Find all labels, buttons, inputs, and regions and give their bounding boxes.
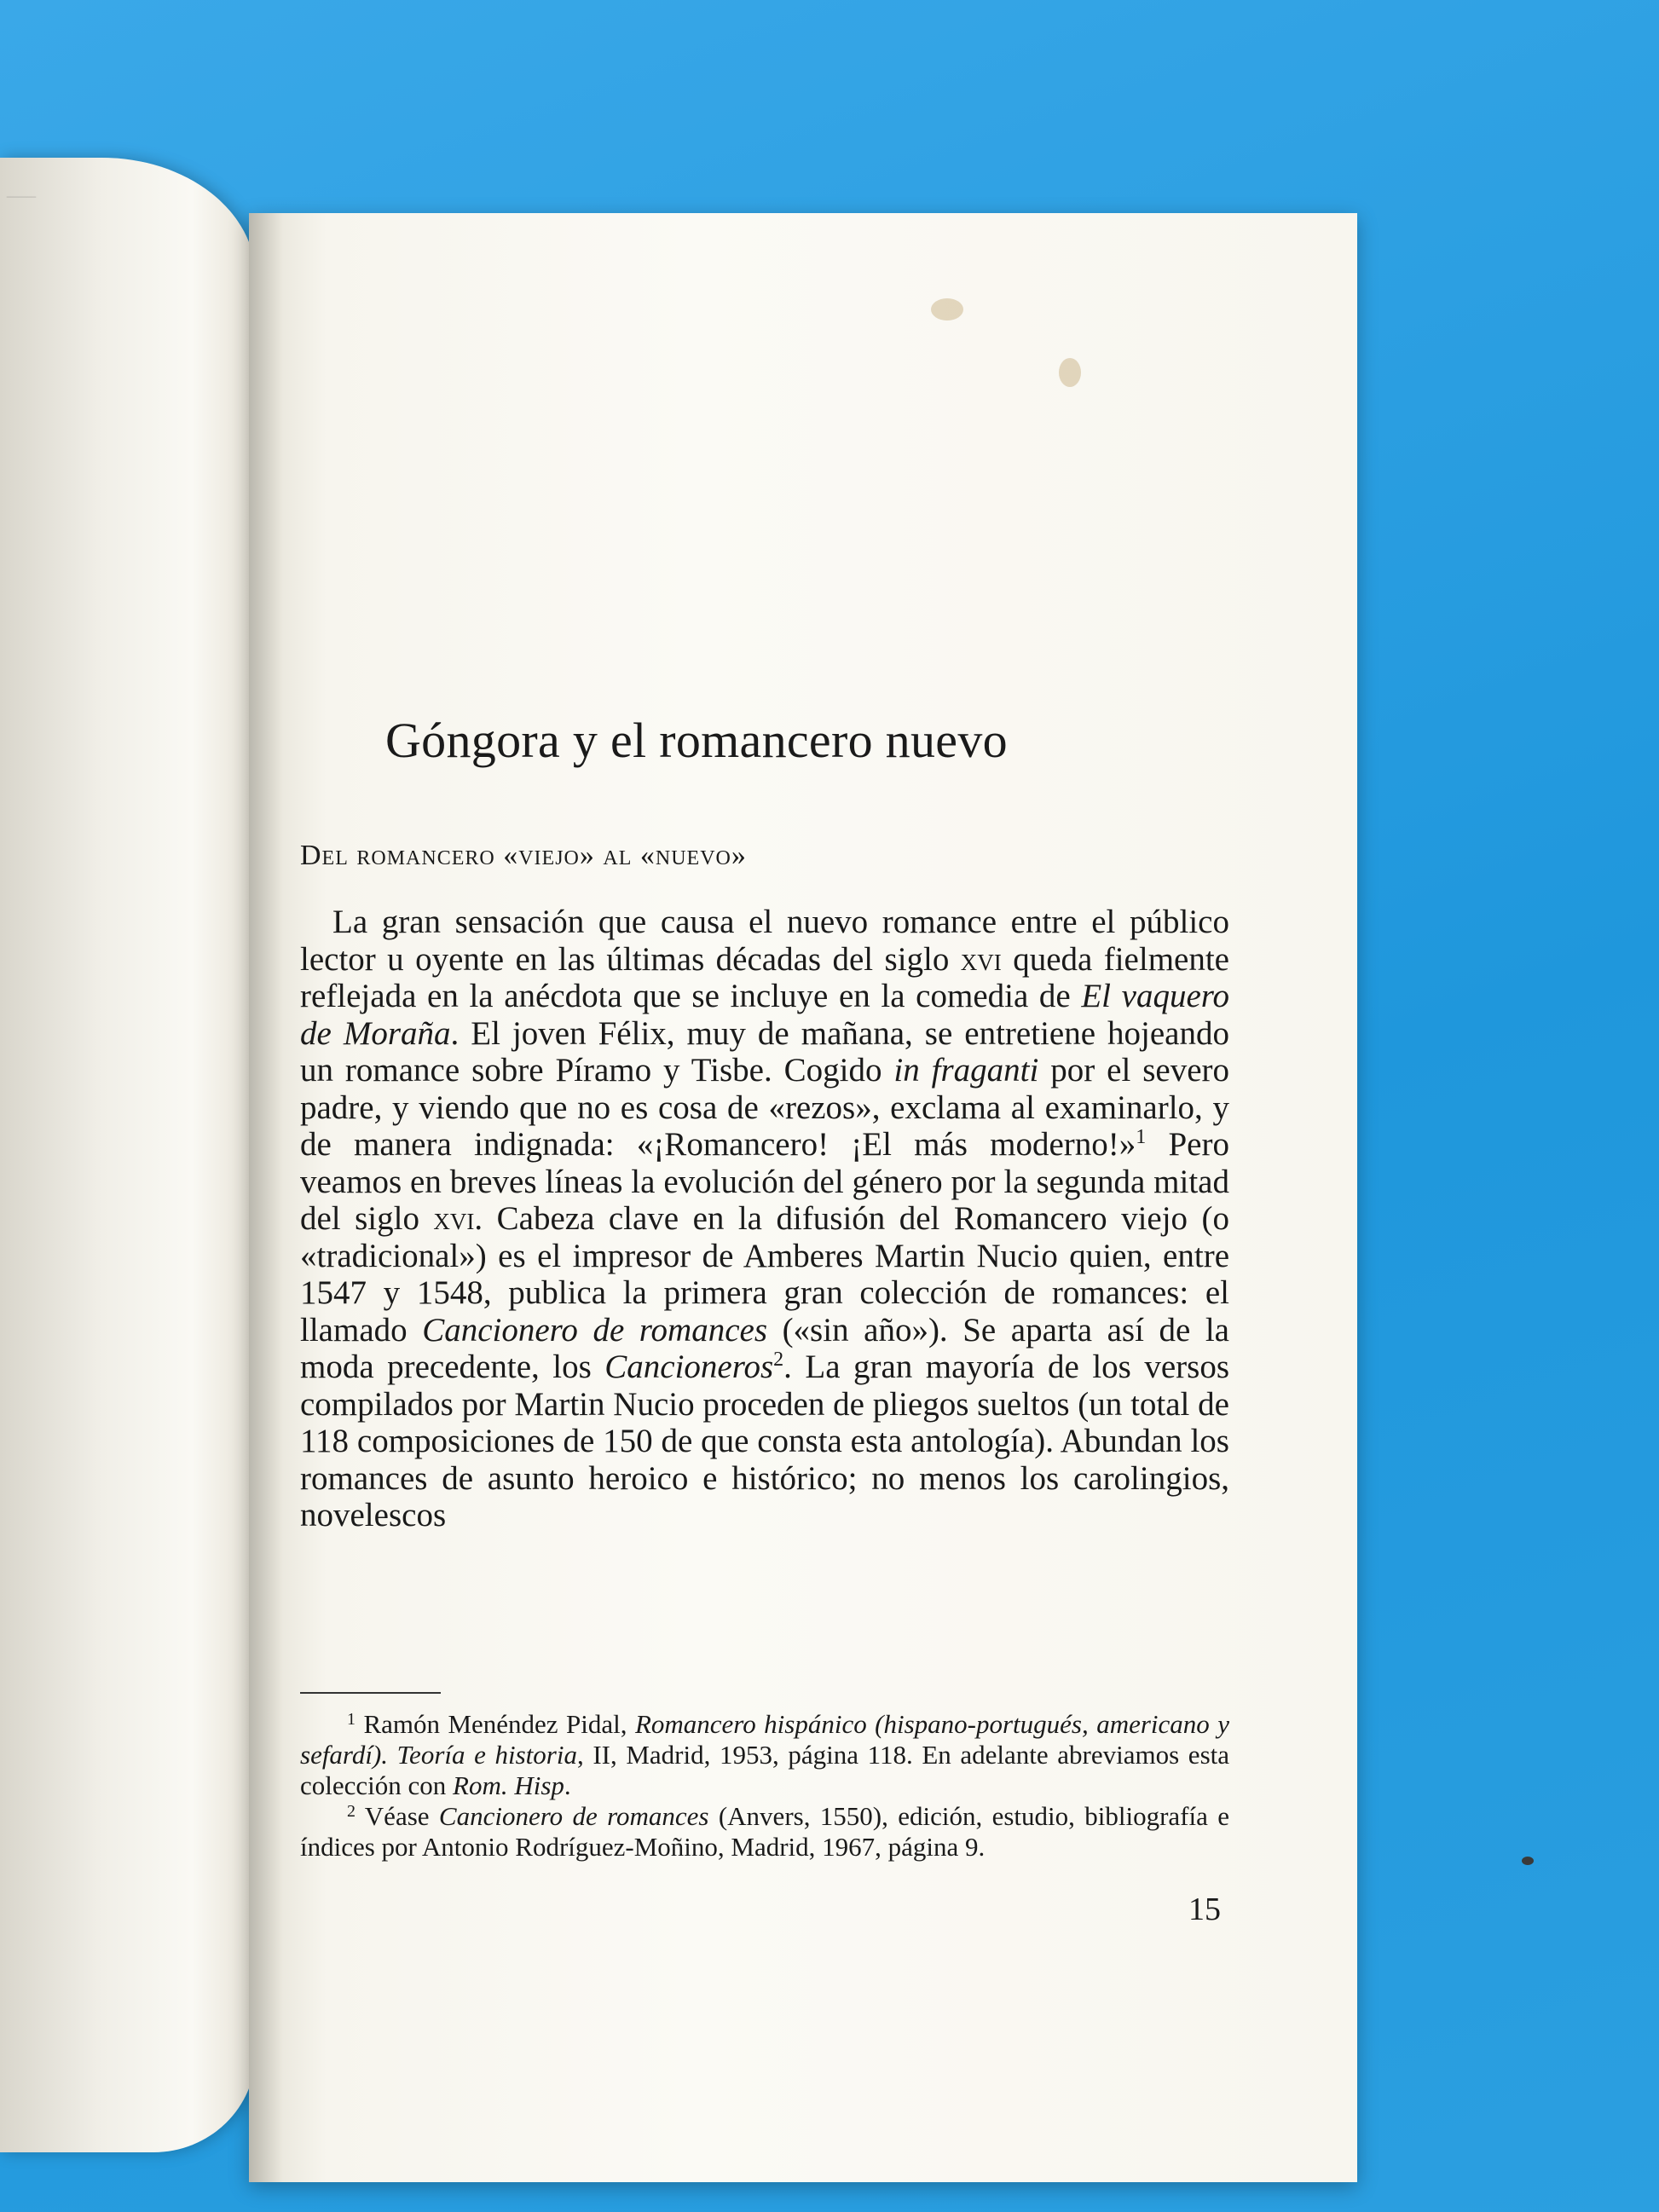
work-title: Romancero hispánico (hispano-portugués, americano y sefardí). Teoría e historia — [300, 1709, 1229, 1770]
body-span: Pero veamos en breves líneas la evolución del género por la segunda mitad del siglo — [300, 1126, 1229, 1237]
page-number: 15 — [1188, 1891, 1221, 1927]
book-page — [249, 213, 1357, 2182]
gutter-shadow — [249, 213, 283, 2182]
work-title: Cancionero de romances — [438, 1801, 709, 1831]
section-heading: Del romancero «viejo» al «nuevo» — [300, 840, 747, 871]
desk-speck — [1522, 1857, 1534, 1865]
century-numeral: xvi — [960, 940, 1002, 978]
work-abbreviation: Rom. Hisp — [453, 1770, 564, 1800]
body-span: por el severo padre, y viendo que no es cosa de «rezos», exclama al examinarlo, y de manera indignada: «¡Romancero! ¡El más moderno!» — [300, 1052, 1229, 1163]
body-span: queda fielmente reflejada en la anécdota que se incluye en la comedia de — [300, 940, 1229, 1014]
footnote-1 — [300, 1709, 1229, 1801]
footnote-span: Ramón Menéndez Pidal, — [356, 1709, 635, 1739]
footnote-2 — [300, 1801, 1229, 1863]
footnote-span: Véase — [356, 1801, 439, 1831]
chapter-title: Góngora y el romancero nuevo — [385, 713, 1008, 768]
show-through-text — [300, 332, 1306, 372]
footnotes — [300, 1709, 1229, 1863]
left-page-faded-text: — — [7, 179, 36, 211]
footnote-ref: 2 — [773, 1349, 784, 1371]
italic-phrase: in fraganti — [893, 1052, 1039, 1089]
footnote-divider — [300, 1692, 441, 1694]
body-span: . El joven Félix, muy de mañana, se entretiene hojeando un romance sobre Píramo y Tisbe. Cogido — [300, 1014, 1229, 1089]
page-stain — [931, 298, 963, 321]
footnote-span: , II, Madrid, 1953, página 118. En adelante abreviamos esta colección con — [300, 1740, 1230, 1800]
work-title: El vaquero de Moraña — [300, 978, 1230, 1052]
work-title: Cancioneros — [604, 1349, 774, 1385]
body-span: («sin año»). Se aparta así de la moda precedente, los — [300, 1311, 1229, 1385]
footnote-span: (Anvers, 1550), edición, estudio, bibliografía e índices por Antonio Rodríguez-Moñino, Madrid, 1967, página 9. — [300, 1801, 1229, 1862]
body-span: . La gran mayoría de los versos compilados por Martin Nucio proceden de pliegos sueltos (un total de 118 composiciones de 150 de que consta esta antología). Abundan los romances de asunto heroico e histórico; no menos los carolingios, novelescos — [300, 1349, 1230, 1533]
work-title: Cancionero de romances — [422, 1311, 768, 1349]
footnote-span: . — [564, 1770, 571, 1800]
body-span: La gran sensación que causa el nuevo romance entre el público lector u oyente en las últimas décadas del siglo — [300, 904, 1229, 978]
footnote-ref: 1 — [1136, 1126, 1147, 1148]
body-paragraph — [300, 904, 1229, 1534]
century-numeral: xvi — [433, 1200, 475, 1237]
page-stain — [1059, 358, 1081, 387]
footnote-number: 2 — [347, 1802, 356, 1821]
footnote-number: 1 — [347, 1710, 356, 1729]
left-page-edge — [0, 158, 256, 2152]
body-span: . Cabeza clave en la difusión del Romancero viejo (o «tradicional») es el impresor de Amberes Martin Nucio quien, entre 1547 y 1548, publica la primera gran colección de romances: el llamado — [300, 1200, 1229, 1349]
body-text — [300, 904, 1229, 1534]
